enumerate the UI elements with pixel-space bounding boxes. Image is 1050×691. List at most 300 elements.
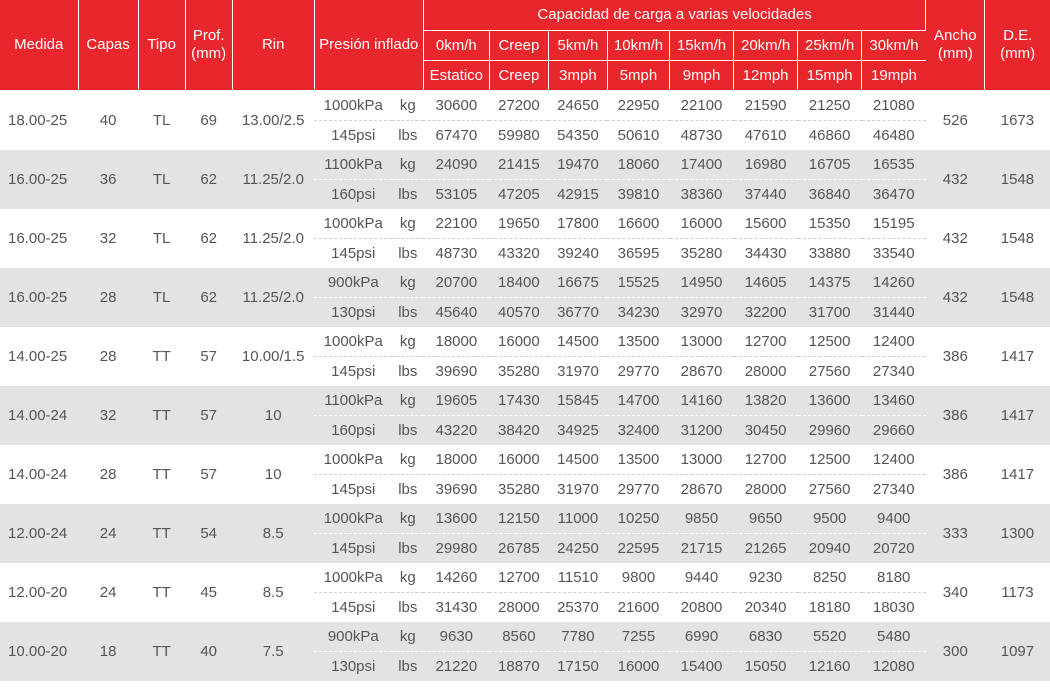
cell-load-kg: 9650 — [734, 504, 798, 534]
cell-ancho: 432 — [926, 150, 985, 209]
cell-load-kg: 27200 — [489, 91, 548, 121]
cell-load-kg: 7780 — [548, 622, 607, 652]
cell-tipo: TL — [138, 209, 185, 268]
header-speed-kmh: 30km/h — [862, 31, 926, 61]
cell-load-lbs: 35280 — [489, 475, 548, 505]
cell-load-kg: 20700 — [423, 268, 489, 298]
cell-load-lbs: 31700 — [798, 298, 862, 328]
cell-load-kg: 14500 — [548, 445, 607, 475]
cell-load-lbs: 20720 — [862, 534, 926, 564]
cell-medida: 12.00-20 — [0, 563, 78, 622]
cell-unit: lbs — [392, 534, 423, 564]
cell-load-kg: 13600 — [423, 504, 489, 534]
cell-load-kg: 15600 — [734, 209, 798, 239]
cell-load-lbs: 22595 — [607, 534, 669, 564]
cell-medida: 14.00-24 — [0, 386, 78, 445]
cell-pressure-kpa: 1000kPa — [314, 445, 392, 475]
cell-load-lbs: 28000 — [489, 593, 548, 623]
cell-load-kg: 16000 — [670, 209, 734, 239]
cell-unit: kg — [392, 327, 423, 357]
cell-rin: 10.00/1.5 — [232, 327, 314, 386]
cell-load-lbs: 32200 — [734, 298, 798, 328]
cell-load-lbs: 21715 — [670, 534, 734, 564]
cell-rin: 10 — [232, 445, 314, 504]
cell-load-lbs: 18180 — [798, 593, 862, 623]
cell-load-lbs: 59980 — [489, 121, 548, 151]
cell-load-kg: 10250 — [607, 504, 669, 534]
table-row — [0, 504, 1050, 534]
cell-load-lbs: 42915 — [548, 180, 607, 210]
cell-capas: 24 — [78, 563, 138, 622]
cell-load-lbs: 26785 — [489, 534, 548, 564]
cell-prof: 69 — [185, 91, 232, 151]
cell-de: 1417 — [985, 386, 1050, 445]
cell-load-kg: 13500 — [607, 445, 669, 475]
cell-tipo: TT — [138, 386, 185, 445]
cell-load-lbs: 28000 — [734, 475, 798, 505]
cell-unit: lbs — [392, 652, 423, 682]
cell-tipo: TL — [138, 268, 185, 327]
cell-unit: kg — [392, 445, 423, 475]
cell-load-kg: 8180 — [862, 563, 926, 593]
cell-load-lbs: 31430 — [423, 593, 489, 623]
cell-prof: 40 — [185, 622, 232, 681]
header-de: D.E. (mm) — [985, 0, 1050, 91]
cell-load-lbs: 31440 — [862, 298, 926, 328]
cell-load-lbs: 38420 — [489, 416, 548, 446]
header-presion: Presión inflado — [314, 0, 423, 91]
cell-prof: 57 — [185, 327, 232, 386]
header-speed-mph: Estatico — [423, 61, 489, 91]
cell-rin: 10 — [232, 386, 314, 445]
cell-load-lbs: 27340 — [862, 475, 926, 505]
cell-rin: 11.25/2.0 — [232, 150, 314, 209]
cell-capas: 28 — [78, 445, 138, 504]
cell-tipo: TL — [138, 150, 185, 209]
cell-load-lbs: 27340 — [862, 357, 926, 387]
cell-ancho: 432 — [926, 209, 985, 268]
cell-load-lbs: 21265 — [734, 534, 798, 564]
cell-pressure-psi: 130psi — [314, 298, 392, 328]
cell-load-kg: 12150 — [489, 504, 548, 534]
cell-load-kg: 12700 — [489, 563, 548, 593]
cell-load-kg: 13000 — [670, 327, 734, 357]
cell-unit: kg — [392, 386, 423, 416]
cell-de: 1417 — [985, 445, 1050, 504]
cell-medida: 10.00-20 — [0, 622, 78, 681]
cell-load-kg: 9440 — [670, 563, 734, 593]
cell-load-kg: 15350 — [798, 209, 862, 239]
cell-load-lbs: 45640 — [423, 298, 489, 328]
cell-load-kg: 24650 — [548, 91, 607, 121]
cell-load-kg: 16980 — [734, 150, 798, 180]
header-speed-mph: Creep — [489, 61, 548, 91]
cell-load-kg: 12400 — [862, 445, 926, 475]
cell-ancho: 386 — [926, 327, 985, 386]
cell-load-lbs: 67470 — [423, 121, 489, 151]
cell-load-lbs: 39810 — [607, 180, 669, 210]
cell-load-lbs: 15400 — [670, 652, 734, 682]
cell-rin: 7.5 — [232, 622, 314, 681]
cell-load-kg: 9400 — [862, 504, 926, 534]
cell-pressure-kpa: 1100kPa — [314, 386, 392, 416]
cell-pressure-psi: 145psi — [314, 593, 392, 623]
table-row — [0, 386, 1050, 416]
cell-load-kg: 12400 — [862, 327, 926, 357]
cell-capas: 28 — [78, 327, 138, 386]
cell-load-lbs: 37440 — [734, 180, 798, 210]
cell-load-lbs: 16000 — [607, 652, 669, 682]
cell-load-kg: 14605 — [734, 268, 798, 298]
cell-tipo: TT — [138, 504, 185, 563]
header-speed-kmh: 20km/h — [734, 31, 798, 61]
table-row — [0, 209, 1050, 239]
cell-load-lbs: 28000 — [734, 357, 798, 387]
cell-load-lbs: 34230 — [607, 298, 669, 328]
cell-load-lbs: 47610 — [734, 121, 798, 151]
cell-prof: 57 — [185, 386, 232, 445]
cell-tipo: TL — [138, 91, 185, 151]
cell-capas: 32 — [78, 386, 138, 445]
cell-load-lbs: 53105 — [423, 180, 489, 210]
cell-rin: 8.5 — [232, 504, 314, 563]
cell-load-kg: 13000 — [670, 445, 734, 475]
cell-unit: lbs — [392, 298, 423, 328]
cell-load-lbs: 27560 — [798, 475, 862, 505]
cell-load-lbs: 25370 — [548, 593, 607, 623]
cell-pressure-kpa: 1000kPa — [314, 91, 392, 121]
table-row — [0, 622, 1050, 652]
header-speed-mph: 5mph — [607, 61, 669, 91]
cell-load-kg: 9230 — [734, 563, 798, 593]
cell-load-lbs: 18030 — [862, 593, 926, 623]
cell-capas: 32 — [78, 209, 138, 268]
cell-load-kg: 16675 — [548, 268, 607, 298]
header-prof: Prof. (mm) — [185, 0, 232, 91]
cell-load-kg: 14375 — [798, 268, 862, 298]
cell-load-lbs: 12080 — [862, 652, 926, 682]
header-speed-kmh: Creep — [489, 31, 548, 61]
header-speed-mph: 9mph — [670, 61, 734, 91]
cell-ancho: 300 — [926, 622, 985, 681]
cell-unit: kg — [392, 504, 423, 534]
cell-medida: 16.00-25 — [0, 268, 78, 327]
cell-tipo: TT — [138, 445, 185, 504]
header-capacidad: Capacidad de carga a varias velocidades — [423, 0, 925, 31]
cell-load-lbs: 46480 — [862, 121, 926, 151]
cell-load-lbs: 21220 — [423, 652, 489, 682]
cell-load-lbs: 28670 — [670, 357, 734, 387]
cell-load-kg: 9500 — [798, 504, 862, 534]
cell-load-kg: 14160 — [670, 386, 734, 416]
cell-load-kg: 21080 — [862, 91, 926, 121]
header-speed-kmh: 0km/h — [423, 31, 489, 61]
cell-rin: 13.00/2.5 — [232, 91, 314, 151]
cell-capas: 18 — [78, 622, 138, 681]
cell-pressure-psi: 145psi — [314, 475, 392, 505]
cell-load-kg: 14500 — [548, 327, 607, 357]
cell-load-kg: 18000 — [423, 327, 489, 357]
cell-prof: 62 — [185, 209, 232, 268]
cell-load-lbs: 36840 — [798, 180, 862, 210]
cell-load-kg: 12700 — [734, 327, 798, 357]
cell-de: 1300 — [985, 504, 1050, 563]
cell-load-kg: 8560 — [489, 622, 548, 652]
cell-load-lbs: 29980 — [423, 534, 489, 564]
header-speed-kmh: 25km/h — [798, 31, 862, 61]
cell-load-kg: 18000 — [423, 445, 489, 475]
header-speed-kmh: 10km/h — [607, 31, 669, 61]
cell-load-lbs: 32400 — [607, 416, 669, 446]
cell-pressure-kpa: 1000kPa — [314, 563, 392, 593]
cell-prof: 54 — [185, 504, 232, 563]
cell-load-lbs: 29960 — [798, 416, 862, 446]
cell-load-lbs: 31200 — [670, 416, 734, 446]
cell-de: 1173 — [985, 563, 1050, 622]
header-capas: Capas — [78, 0, 138, 91]
cell-load-lbs: 48730 — [423, 239, 489, 269]
cell-load-lbs: 20340 — [734, 593, 798, 623]
cell-load-kg: 16000 — [489, 327, 548, 357]
cell-tipo: TT — [138, 622, 185, 681]
cell-load-lbs: 29770 — [607, 357, 669, 387]
cell-load-lbs: 38360 — [670, 180, 734, 210]
table-row — [0, 91, 1050, 121]
header-ancho: Ancho (mm) — [926, 0, 985, 91]
cell-load-kg: 19470 — [548, 150, 607, 180]
cell-load-lbs: 20940 — [798, 534, 862, 564]
cell-load-kg: 14260 — [862, 268, 926, 298]
cell-load-lbs: 17150 — [548, 652, 607, 682]
cell-pressure-psi: 160psi — [314, 180, 392, 210]
cell-load-lbs: 40570 — [489, 298, 548, 328]
cell-load-lbs: 31970 — [548, 475, 607, 505]
cell-load-lbs: 33880 — [798, 239, 862, 269]
cell-load-kg: 16000 — [489, 445, 548, 475]
cell-rin: 8.5 — [232, 563, 314, 622]
cell-ancho: 386 — [926, 386, 985, 445]
cell-load-kg: 15525 — [607, 268, 669, 298]
cell-prof: 57 — [185, 445, 232, 504]
cell-ancho: 340 — [926, 563, 985, 622]
cell-load-lbs: 21600 — [607, 593, 669, 623]
cell-tipo: TT — [138, 327, 185, 386]
cell-load-lbs: 50610 — [607, 121, 669, 151]
cell-load-kg: 16600 — [607, 209, 669, 239]
cell-de: 1548 — [985, 209, 1050, 268]
cell-unit: lbs — [392, 121, 423, 151]
table-row — [0, 445, 1050, 475]
cell-load-kg: 17430 — [489, 386, 548, 416]
header-speed-mph: 12mph — [734, 61, 798, 91]
header-speed-mph: 19mph — [862, 61, 926, 91]
cell-de: 1673 — [985, 91, 1050, 151]
cell-load-kg: 16705 — [798, 150, 862, 180]
header-rin: Rin — [232, 0, 314, 91]
cell-medida: 16.00-25 — [0, 150, 78, 209]
cell-load-kg: 5520 — [798, 622, 862, 652]
cell-de: 1548 — [985, 150, 1050, 209]
cell-load-kg: 12700 — [734, 445, 798, 475]
cell-unit: kg — [392, 622, 423, 652]
table-row — [0, 563, 1050, 593]
cell-load-kg: 12500 — [798, 327, 862, 357]
cell-prof: 45 — [185, 563, 232, 622]
cell-load-kg: 13460 — [862, 386, 926, 416]
cell-load-lbs: 24250 — [548, 534, 607, 564]
cell-load-kg: 19605 — [423, 386, 489, 416]
cell-rin: 11.25/2.0 — [232, 209, 314, 268]
cell-pressure-kpa: 900kPa — [314, 622, 392, 652]
cell-unit: kg — [392, 563, 423, 593]
cell-medida: 18.00-25 — [0, 91, 78, 151]
header-speed-kmh: 15km/h — [670, 31, 734, 61]
cell-medida: 14.00-25 — [0, 327, 78, 386]
cell-medida: 12.00-24 — [0, 504, 78, 563]
cell-load-kg: 13820 — [734, 386, 798, 416]
cell-load-kg: 22100 — [423, 209, 489, 239]
table-header — [0, 0, 1050, 91]
cell-pressure-kpa: 1100kPa — [314, 150, 392, 180]
cell-load-lbs: 36770 — [548, 298, 607, 328]
cell-pressure-psi: 130psi — [314, 652, 392, 682]
cell-load-kg: 22950 — [607, 91, 669, 121]
cell-load-kg: 8250 — [798, 563, 862, 593]
cell-load-lbs: 35280 — [489, 357, 548, 387]
cell-load-kg: 13600 — [798, 386, 862, 416]
cell-pressure-kpa: 1000kPa — [314, 327, 392, 357]
cell-load-kg: 9800 — [607, 563, 669, 593]
cell-capas: 40 — [78, 91, 138, 151]
cell-load-kg: 21250 — [798, 91, 862, 121]
cell-load-lbs: 36470 — [862, 180, 926, 210]
cell-load-kg: 6990 — [670, 622, 734, 652]
cell-pressure-kpa: 1000kPa — [314, 504, 392, 534]
cell-capas: 28 — [78, 268, 138, 327]
cell-load-kg: 11000 — [548, 504, 607, 534]
cell-load-kg: 18060 — [607, 150, 669, 180]
cell-unit: lbs — [392, 180, 423, 210]
cell-unit: lbs — [392, 593, 423, 623]
cell-load-kg: 17800 — [548, 209, 607, 239]
cell-unit: lbs — [392, 475, 423, 505]
cell-de: 1097 — [985, 622, 1050, 681]
cell-load-kg: 15845 — [548, 386, 607, 416]
cell-load-lbs: 29660 — [862, 416, 926, 446]
cell-load-lbs: 43220 — [423, 416, 489, 446]
cell-load-kg: 9630 — [423, 622, 489, 652]
cell-ancho: 432 — [926, 268, 985, 327]
cell-load-lbs: 39690 — [423, 475, 489, 505]
cell-load-kg: 14950 — [670, 268, 734, 298]
table-row — [0, 150, 1050, 180]
cell-load-kg: 19650 — [489, 209, 548, 239]
cell-load-lbs: 35280 — [670, 239, 734, 269]
cell-rin: 11.25/2.0 — [232, 268, 314, 327]
cell-load-kg: 21415 — [489, 150, 548, 180]
cell-load-lbs: 47205 — [489, 180, 548, 210]
cell-load-kg: 13500 — [607, 327, 669, 357]
cell-load-kg: 14700 — [607, 386, 669, 416]
cell-unit: lbs — [392, 416, 423, 446]
cell-load-kg: 11510 — [548, 563, 607, 593]
cell-load-kg: 17400 — [670, 150, 734, 180]
cell-load-lbs: 12160 — [798, 652, 862, 682]
cell-load-lbs: 18870 — [489, 652, 548, 682]
cell-load-lbs: 32970 — [670, 298, 734, 328]
cell-tipo: TT — [138, 563, 185, 622]
cell-load-lbs: 30450 — [734, 416, 798, 446]
cell-unit: kg — [392, 268, 423, 298]
header-speed-kmh: 5km/h — [548, 31, 607, 61]
cell-pressure-psi: 145psi — [314, 534, 392, 564]
cell-prof: 62 — [185, 150, 232, 209]
cell-ancho: 526 — [926, 91, 985, 151]
cell-load-lbs: 36595 — [607, 239, 669, 269]
cell-de: 1417 — [985, 327, 1050, 386]
cell-capas: 24 — [78, 504, 138, 563]
cell-load-kg: 18400 — [489, 268, 548, 298]
cell-de: 1548 — [985, 268, 1050, 327]
cell-medida: 14.00-24 — [0, 445, 78, 504]
header-tipo: Tipo — [138, 0, 185, 91]
header-speed-mph: 15mph — [798, 61, 862, 91]
cell-load-lbs: 39240 — [548, 239, 607, 269]
cell-load-lbs: 34430 — [734, 239, 798, 269]
cell-load-kg: 21590 — [734, 91, 798, 121]
cell-load-kg: 16535 — [862, 150, 926, 180]
cell-pressure-psi: 145psi — [314, 239, 392, 269]
cell-load-kg: 14260 — [423, 563, 489, 593]
table-body — [0, 91, 1050, 682]
cell-pressure-kpa: 1000kPa — [314, 209, 392, 239]
cell-load-kg: 12500 — [798, 445, 862, 475]
cell-load-kg: 24090 — [423, 150, 489, 180]
cell-unit: kg — [392, 209, 423, 239]
cell-unit: kg — [392, 150, 423, 180]
cell-load-lbs: 27560 — [798, 357, 862, 387]
cell-load-lbs: 43320 — [489, 239, 548, 269]
cell-load-kg: 5480 — [862, 622, 926, 652]
table-row — [0, 327, 1050, 357]
cell-prof: 62 — [185, 268, 232, 327]
cell-load-lbs: 54350 — [548, 121, 607, 151]
cell-load-kg: 22100 — [670, 91, 734, 121]
cell-load-kg: 9850 — [670, 504, 734, 534]
cell-pressure-psi: 145psi — [314, 121, 392, 151]
cell-ancho: 386 — [926, 445, 985, 504]
cell-pressure-psi: 160psi — [314, 416, 392, 446]
cell-load-kg: 15195 — [862, 209, 926, 239]
cell-load-lbs: 15050 — [734, 652, 798, 682]
cell-load-lbs: 46860 — [798, 121, 862, 151]
cell-pressure-kpa: 900kPa — [314, 268, 392, 298]
cell-unit: lbs — [392, 239, 423, 269]
cell-unit: kg — [392, 91, 423, 121]
cell-load-lbs: 48730 — [670, 121, 734, 151]
cell-load-lbs: 39690 — [423, 357, 489, 387]
cell-load-kg: 6830 — [734, 622, 798, 652]
header-medida: Medida — [0, 0, 78, 91]
cell-load-lbs: 31970 — [548, 357, 607, 387]
header-speed-mph: 3mph — [548, 61, 607, 91]
cell-ancho: 333 — [926, 504, 985, 563]
cell-pressure-psi: 145psi — [314, 357, 392, 387]
cell-load-lbs: 33540 — [862, 239, 926, 269]
cell-load-kg: 7255 — [607, 622, 669, 652]
cell-load-lbs: 29770 — [607, 475, 669, 505]
cell-load-lbs: 28670 — [670, 475, 734, 505]
